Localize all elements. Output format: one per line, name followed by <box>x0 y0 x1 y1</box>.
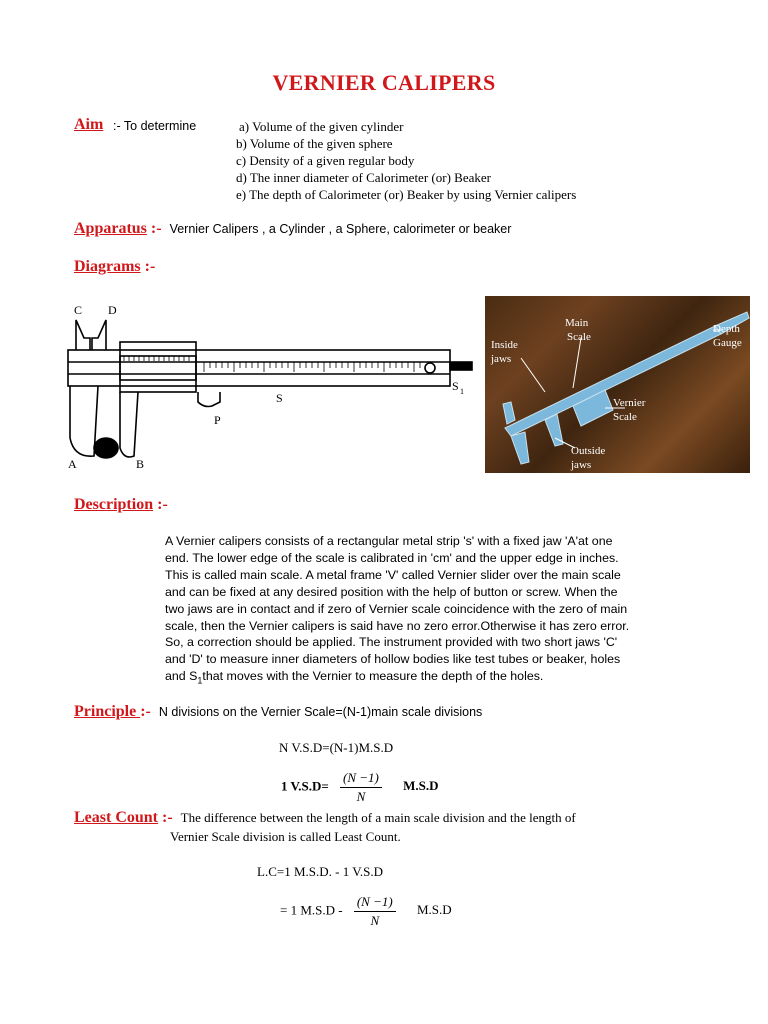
photo-label-outside: Outside <box>571 445 606 457</box>
principle-eq1: N V.S.D=(N-1)M.S.D <box>279 740 394 755</box>
least-count-eq2-rhs: M.S.D <box>416 902 452 918</box>
description-section <box>74 496 168 514</box>
button-p-shape <box>198 392 220 407</box>
apparatus-text: Vernier Calipers , a Cylinder , a Sphere, calorimeter or beaker <box>169 222 512 236</box>
description-line: This is called main scale. A metal frame 'V' called Vernier slider over the main scale <box>165 567 621 582</box>
diagrams-section <box>74 258 155 276</box>
description-last-line <box>165 668 705 689</box>
description-line: and 'D' to measure inner diameters of hollow bodies like test tubes or beaker, holes <box>165 652 621 667</box>
caliper-photo-art <box>485 296 750 473</box>
aim-intro-row <box>113 119 196 133</box>
photo-inside-jaw <box>503 402 515 424</box>
least-count-fraction-den: N <box>370 913 380 928</box>
description-line: two jaws are in contact and if zero of Vernier scale coincidence with the zero of main <box>165 601 628 616</box>
principle-eq2-lhs: 1 V.S.D= <box>281 778 329 794</box>
least-count-section <box>74 809 576 827</box>
aim-section <box>74 116 103 134</box>
aim-list <box>236 118 576 203</box>
diagrams-heading: Diagrams <box>74 258 141 275</box>
description-last-post: that moves with the Vernier to measure the depth of the holes. <box>202 669 544 684</box>
least-count-separator: :- <box>158 809 173 826</box>
description-last-sub: 1 <box>197 675 203 686</box>
principle-eq2 <box>281 770 439 805</box>
principle-fraction-num: (N −1) <box>340 770 382 788</box>
principle-heading: Principle <box>74 703 141 720</box>
aim-item: b) Volume of the given sphere <box>236 136 393 151</box>
jaw-c-shape <box>76 320 90 350</box>
label-d: D <box>108 303 117 317</box>
photo-label-inside: Inside <box>491 339 518 351</box>
principle-text: N divisions on the Vernier Scale=(N-1)main scale divisions <box>158 705 483 719</box>
aim-item: d) The inner diameter of Calorimeter (or) Beaker <box>236 170 491 185</box>
principle-fraction <box>340 770 382 805</box>
description-line: So, a correction should be applied. The instrument provided with two short jaws 'C' <box>165 635 618 650</box>
description-line: and can be fixed at any desired position with the help of button or screw. When the <box>165 584 618 599</box>
least-count-fraction <box>354 894 396 929</box>
label-s1-sub: 1 <box>460 387 464 396</box>
description-line: scale, then the Vernier calipers is said have no zero error.Otherwise it has zero error. <box>165 618 630 633</box>
aim-item: a) Volume of the given cylinder <box>239 119 404 134</box>
aim-intro: To determine <box>123 119 197 133</box>
least-count-fraction-num: (N −1) <box>354 894 396 912</box>
photo-outside-jaw <box>511 432 529 464</box>
least-count-text-1: The difference between the length of a main scale division and the length of <box>180 810 576 825</box>
photo-label-inside-2: jaws <box>491 353 512 365</box>
description-last-pre: and S <box>165 669 198 684</box>
principle-section <box>74 703 482 721</box>
principle-fraction-den: N <box>356 789 366 804</box>
apparatus-separator: :- <box>146 220 162 237</box>
label-c: C <box>74 303 83 317</box>
aim-separator: :- <box>113 119 124 133</box>
jaw-b-shape <box>120 392 138 457</box>
label-a: A <box>68 457 77 471</box>
label-s1: S <box>452 379 459 393</box>
description-separator: :- <box>153 496 168 513</box>
label-s: S <box>276 391 283 405</box>
page-title: VERNIER CALIPERS <box>272 70 496 95</box>
aim-item: c) Density of a given regular body <box>236 153 415 168</box>
photo-label-main-2: Scale <box>567 331 591 343</box>
principle-separator: :- <box>140 703 151 720</box>
aim-item: e) The depth of Calorimeter (or) Beaker by using Vernier calipers <box>236 187 577 202</box>
depth-rod <box>450 362 472 370</box>
description-heading: Description <box>74 496 154 513</box>
photo-label-depth-2: Gauge <box>713 337 742 349</box>
photo-label-main: Main <box>565 317 589 329</box>
apparatus-section <box>74 220 511 238</box>
least-count-eq1: L.C=1 M.S.D. - 1 V.S.D <box>257 864 384 879</box>
apparatus-heading: Apparatus <box>74 220 147 237</box>
description-body <box>165 533 705 690</box>
least-count-heading: Least Count <box>74 809 159 826</box>
cylinder-object <box>94 438 118 458</box>
photo-label-outside-2: jaws <box>571 459 592 471</box>
label-b: B <box>136 457 145 471</box>
description-line: A Vernier calipers consists of a rectangular metal strip 's' with a fixed jaw 'A'at one <box>165 534 613 548</box>
least-count-eq2-lhs: = 1 M.S.D - <box>280 902 343 918</box>
least-count-text-2: Vernier Scale division is called Least Count. <box>170 829 401 844</box>
aim-heading: Aim <box>74 116 104 133</box>
scale-ticks <box>124 356 420 372</box>
caliper-photo <box>485 296 750 473</box>
jaw-d-shape <box>92 320 106 350</box>
photo-label-vernier-2: Scale <box>613 411 637 423</box>
principle-eq2-rhs: M.S.D <box>403 778 439 794</box>
label-p: P <box>214 413 221 427</box>
description-line: end. The lower edge of the scale is calibrated in 'cm' and the upper edge in inches. <box>165 550 619 565</box>
caliper-sketch <box>64 298 476 474</box>
least-count-eq2 <box>280 894 452 929</box>
diagrams-separator: :- <box>140 258 156 275</box>
photo-label-depth: Depth <box>713 323 740 335</box>
photo-label-vernier: Vernier <box>613 397 646 409</box>
